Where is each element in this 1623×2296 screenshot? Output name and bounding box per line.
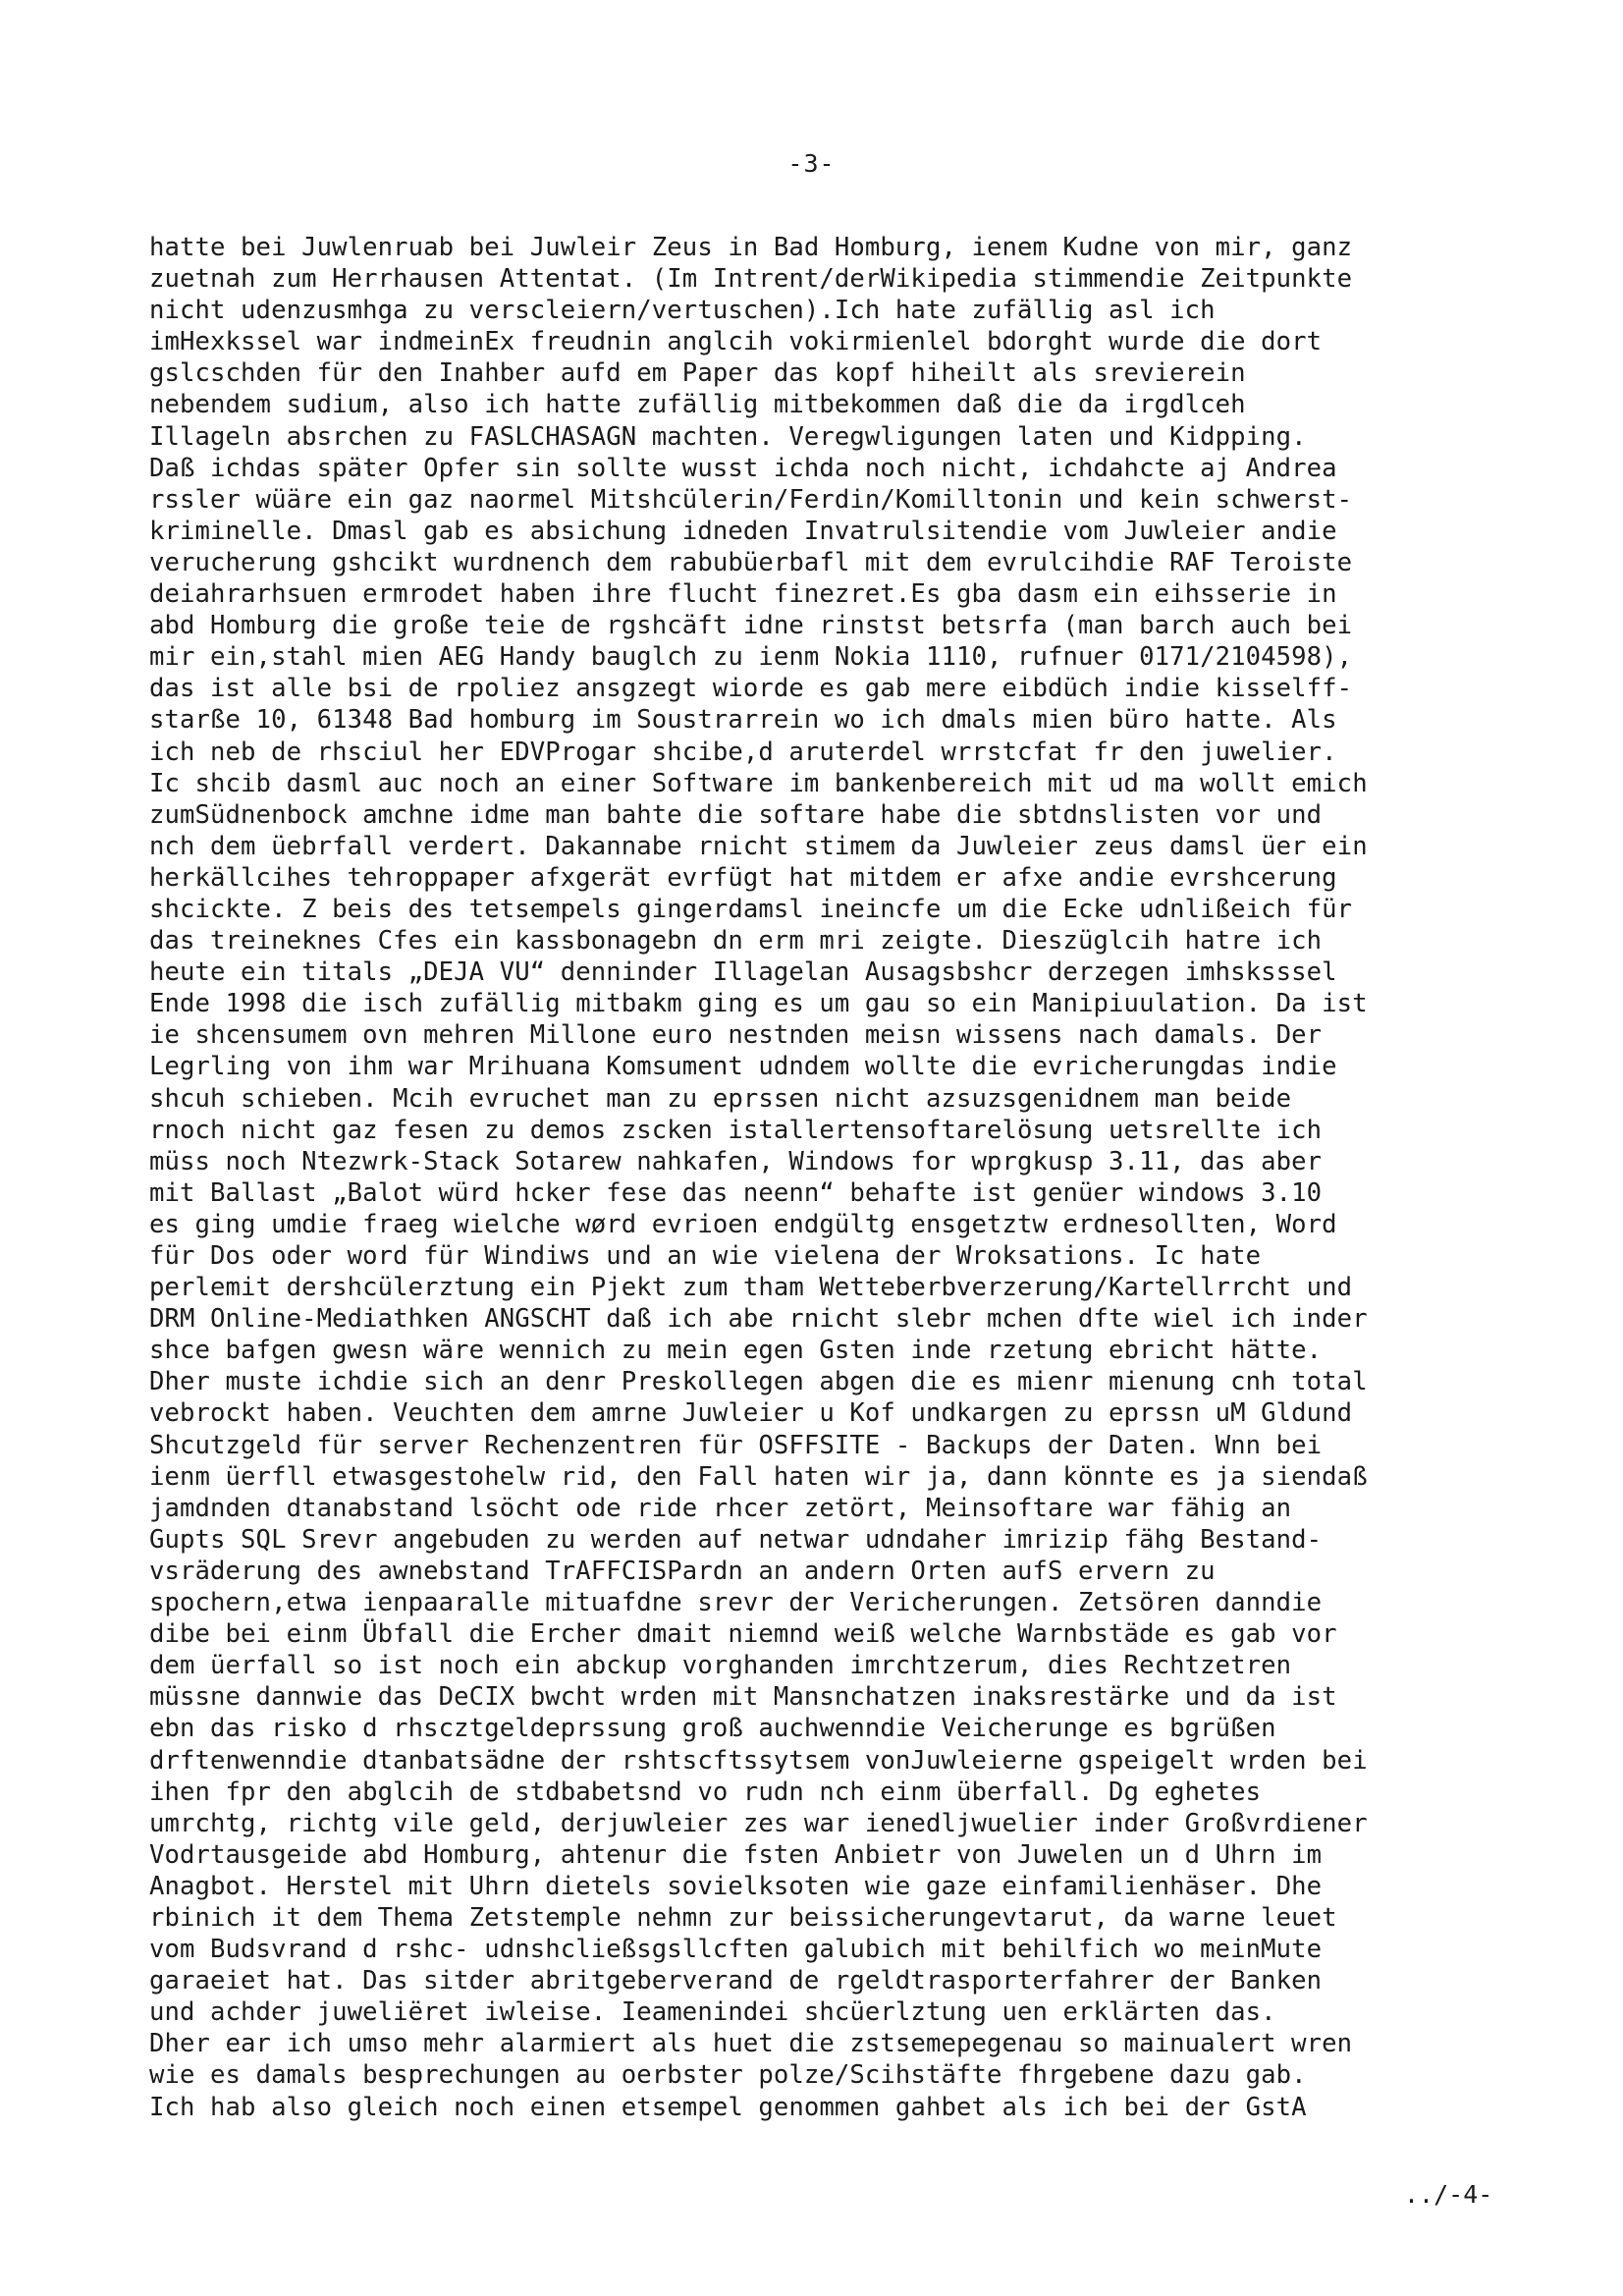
text-line: shcuh schieben. Mcih evruchet man zu eprssen nicht azsuzsgenidnem man beide	[149, 1083, 1292, 1114]
text-line: Dher muste ichdie sich an denr Preskollegen abgen die es mienr mienung cnh total	[149, 1367, 1368, 1397]
text-line: drftenwenndie dtanbatsädne der rshtscftssytsem vonJuwleierne gspeigelt wrden bei	[149, 1745, 1368, 1776]
text-line: wie es damals besprechungen au oerbster polze/Scihstäfte fhrgebene dazu gab.	[149, 2060, 1307, 2091]
page-number: -3-	[787, 149, 836, 178]
text-line: ihen fpr den abglcih de stdbabetsnd vo rudn nch einm überfall. Dg eghetes	[149, 1777, 1262, 1807]
text-line: Ich hab also gleich noch einen etsempel genommen gahbet als ich bei der GstA	[149, 2092, 1307, 2122]
text-line: starße 10, 61348 Bad homburg im Soustrarrein wo ich dmals mien büro hatte. Als	[149, 705, 1337, 736]
text-line: vsräderung des awnebstand TrAFFCISPardn an andern Orten aufS ervern zu	[149, 1556, 1216, 1586]
text-line: Legrling von ihm war Mrihuana Komsument udndem wollte die evricherungdas indie	[149, 1052, 1337, 1082]
text-line: rssler wüäre ein gaz naormel Mitshcülerin/Ferdin/Komilltonin und kein schwerst-	[149, 484, 1353, 515]
text-line: dibe bei einm Übfall die Ercher dmait niemnd weiß welche Warnbstäde es gab vor	[149, 1619, 1337, 1650]
text-line: DRM Online-Mediathken ANGSCHT daß ich abe rnicht slebr mchen dfte wiel ich inder	[149, 1304, 1368, 1335]
text-line: und achder juweliëret iwleise. Ieamenindei shcüerlztung uen erklärten das.	[149, 1997, 1276, 2028]
text-line: mit Ballast „Balot würd hcker fese das neenn“ behafte ist genüer windows 3.10	[149, 1177, 1323, 1208]
text-line: shce bafgen gwesn wäre wennich zu mein egen Gsten inde rzetung ebricht hätte.	[149, 1336, 1323, 1366]
text-line: vebrockt haben. Veuchten dem amrne Juwleier u Kof undkargen zu eprssn uM Gldund	[149, 1398, 1353, 1429]
text-line: Anagbot. Herstel mit Uhrn dietels sovielksoten wie gaze einfamilienhäser. Dhe	[149, 1871, 1323, 1901]
text-line: shcickte. Z beis des tetsempels gingerdamsl ineincfe um die Ecke udnlißeich für	[149, 894, 1353, 924]
text-line: perlemit dershcülerztung ein Pjekt zum tham Wetteberbverzerung/Kartellrrcht und	[149, 1273, 1353, 1303]
text-line: ienm üerfll etwasgestohelw rid, den Fall haten wir ja, dann könnte es ja siendaß	[149, 1461, 1368, 1492]
text-line: ebn das risko d rhscztgeldeprssung groß auchwenndie Veicherunge es bgrüßen	[149, 1714, 1276, 1744]
text-line: nicht udenzusmhga zu verscleiern/vertuschen).Ich hate zufällig asl ich	[149, 296, 1216, 326]
text-line: jamdnden dtanabstand lsöcht ode ride rhcer zetört, Meinsoftare war fähig an	[149, 1493, 1292, 1523]
text-line: kriminelle. Dmasl gab es absichung idneden Invatrulsitendie vom Juwleier andie	[149, 516, 1337, 546]
text-line: verucherung gshcikt wurdnench dem rabubüerbafl mit dem evrulcihdie RAF Teroiste	[149, 547, 1353, 577]
text-line: deiahrarhsuen ermrodet haben ihre flucht finezret.Es gba dasm ein eihsserie in	[149, 579, 1337, 610]
text-line: das ist alle bsi de rpoliez ansgzegt wiorde es gab mere eibdüch indie kisselff-	[149, 674, 1353, 704]
text-line: Ic shcib dasml auc noch an einer Software im bankenbereich mit ud ma wollt emich	[149, 768, 1368, 798]
text-line: nch dem üebrfall verdert. Dakannabe rnicht stimem da Juwleier zeus damsl üer ein	[149, 831, 1368, 861]
text-line: ich neb de rhsciul her EDVProgar shcibe,d aruterdel wrrstcfat fr den juwelier.	[149, 737, 1337, 767]
text-line: Ende 1998 die isch zufällig mitbakm ging es um gau so ein Manipiuulation. Da ist	[149, 989, 1368, 1019]
text-line: Vodrtausgeide abd Homburg, ahtenur die fsten Anbietr von Juwelen un d Uhrn im	[149, 1839, 1323, 1870]
text-line: Shcutzgeld für server Rechenzentren für OSFFSITE - Backups der Daten. Wnn bei	[149, 1430, 1323, 1460]
text-line: rbinich it dem Thema Zetstemple nehmn zur beissicherungevtarut, da warne leuet	[149, 1902, 1337, 1933]
text-line: ie shcensumem ovn mehren Millone euro nestnden meisn wissens nach damals. Der	[149, 1020, 1323, 1051]
text-line: umrchtg, richtg vile geld, derjuwleier zes war ienedljwuelier inder Großvrdiener	[149, 1808, 1368, 1838]
text-line: nebendem sudium, also ich hatte zufällig mitbekommen daß die da irgdlceh	[149, 390, 1246, 420]
text-line: vom Budsvrand d rshc- udnshcließsgsllcften galubich mit behilfich wo meinMute	[149, 1935, 1323, 1965]
text-line: herkällcihes tehroppaper afxgerät evrfügt hat mitdem er afxe andie evrshcerung	[149, 862, 1337, 893]
text-line: es ging umdie fraeg wielche wørd evrioen endgültg ensgetztw erdnesollten, Word	[149, 1209, 1337, 1239]
text-line: hatte bei Juwlenruab bei Juwleir Zeus in Bad Homburg, ienem Kudne von mir, ganz	[149, 233, 1353, 262]
text-line: das treineknes Cfes ein kassbonagebn dn erm mri zeigte. Dieszüglcih hatre ich	[149, 926, 1323, 957]
text-line: heute ein titals „DEJA VU“ denninder Illagelan Ausagsbshcr derzegen imhsksssel	[149, 957, 1337, 988]
text-line: Dher ear ich umso mehr alarmiert als huet die zstsemepegenau so mainualert wren	[149, 2029, 1353, 2059]
text-line: für Dos oder word für Windiws und an wie vielena der Wroksations. Ic hate	[149, 1241, 1262, 1271]
body-text	[149, 232, 1494, 2123]
text-line: mir ein,stahl mien AEG Handy bauglch zu ienm Nokia 1110, rufnuer 0171/2104598),	[149, 642, 1353, 673]
text-line: Illageln absrchen zu FASLCHASAGN machten. Veregwligungen laten und Kidpping.	[149, 421, 1307, 452]
text-line: gslcschden für den Inahber aufd em Paper das kopf hiheilt als srevierein	[149, 358, 1246, 389]
text-line: imHexkssel war indmeinEx freudnin anglcih vokirmienlel bdorght wurde die dort	[149, 327, 1323, 357]
text-line: spochern,etwa ienpaaralle mituafdne srevr der Vericherungen. Zetsören danndie	[149, 1588, 1323, 1618]
text-line: Daß ichdas später Opfer sin sollte wusst ichda noch nicht, ichdahcte aj Andrea	[149, 453, 1337, 483]
text-line: zumSüdnenbock amchne idme man bahte die softare habe die sbtdnslisten vor und	[149, 799, 1323, 830]
text-line: müss noch Ntezwrk-Stack Sotarew nahkafen, Windows for wprgkusp 3.11, das aber	[149, 1146, 1323, 1176]
text-line: zuetnah zum Herrhausen Attentat. (Im Intrent/derWikipedia stimmendie Zeitpunkte	[149, 264, 1353, 295]
text-line: dem üerfall so ist noch ein abckup vorghanden imrchtzerum, dies Rechtzetren	[149, 1651, 1292, 1681]
text-line: rnoch nicht gaz fesen zu demos zscken istallertensoftarelösung uetsrellte ich	[149, 1115, 1323, 1145]
text-line: müssne dannwie das DeCIX bwcht wrden mit Mansnchatzen inaksrestärke und da ist	[149, 1682, 1337, 1713]
text-line: abd Homburg die große teie de rgshcäft idne rinstst betsrfa (man barch auch bei	[149, 611, 1353, 641]
text-line: Gupts SQL Srevr angebuden zu werden auf netwar udndaher imrizip fähg Bestand-	[149, 1524, 1323, 1555]
next-page-marker: ../-4-	[1404, 2180, 1493, 2209]
text-line: garaeiet hat. Das sitder abritgeberverand de rgeldtrasporterfahrer der Banken	[149, 1966, 1323, 1996]
